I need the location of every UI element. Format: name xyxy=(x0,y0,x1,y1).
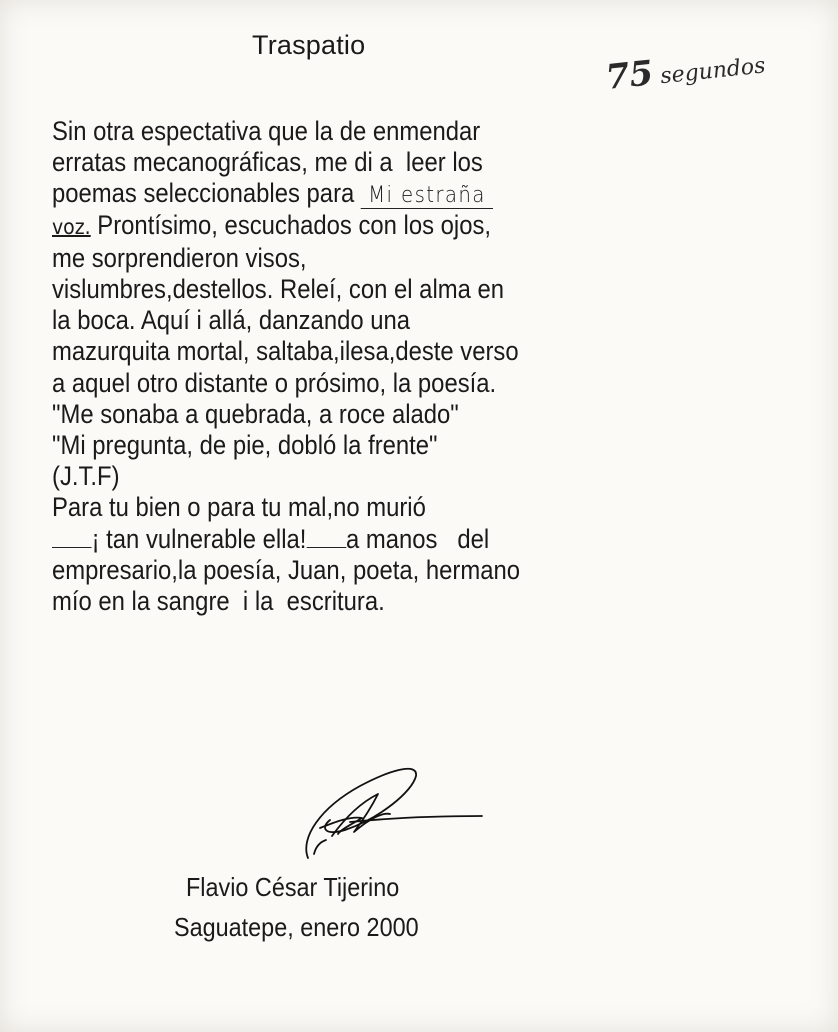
handwritten-book-title: Mi estraña xyxy=(361,184,493,209)
poem-line xyxy=(52,210,556,243)
poem-line: "Mi pregunta, de pie, dobló la frente" xyxy=(52,430,438,461)
poem-line-text: a manos del xyxy=(345,523,490,554)
poem-line xyxy=(52,524,556,555)
handwritten-signature xyxy=(290,758,500,868)
poem-line: mazurquita mortal, saltaba,ilesa,deste verso xyxy=(52,336,519,367)
blank-dash xyxy=(52,529,92,548)
place-date: Saguatepe, enero 2000 xyxy=(174,912,419,942)
poem-line: Para tu bien o para tu mal,no murió xyxy=(52,492,426,523)
poem-line: Sin otra espectativa que la de enmendar xyxy=(52,116,481,146)
poem-line-text: ¡ tan vulnerable ella! xyxy=(91,523,307,554)
handwritten-book-title-end: voz. xyxy=(52,214,91,239)
poem-line: erratas mecanográficas, me di a leer los xyxy=(52,147,483,178)
author-name: Flavio César Tijerino xyxy=(186,872,400,902)
poem-body xyxy=(52,116,612,617)
poem-line: me sorprendieron visos, xyxy=(52,242,307,273)
handwritten-note xyxy=(604,41,767,97)
poem-line xyxy=(52,178,556,209)
poem-line: "Me sonaba a quebrada, a roce alado" xyxy=(52,398,459,429)
handwritten-word: segundos xyxy=(659,53,767,90)
poem-title: Traspatio xyxy=(252,30,366,60)
poem-line: (J.T.F) xyxy=(52,461,120,492)
poem-line: empresario,la poesía, Juan, poeta, hermano xyxy=(52,554,521,585)
poem-line: a aquel otro distante o prósimo, la poesía. xyxy=(52,367,497,398)
blank-dash xyxy=(306,529,346,548)
poem-line-text: poemas seleccionables para xyxy=(52,178,361,209)
poem-line: la boca. Aquí i allá, danzando una xyxy=(52,305,411,336)
poem-line: mío en la sangre i la escritura. xyxy=(52,586,385,617)
poem-line-text: Prontísimo, escuchados con los ojos, xyxy=(90,209,492,240)
poem-line: vislumbres,destellos. Releí, con el alma en xyxy=(52,274,505,305)
handwritten-number: 75 xyxy=(603,53,656,98)
